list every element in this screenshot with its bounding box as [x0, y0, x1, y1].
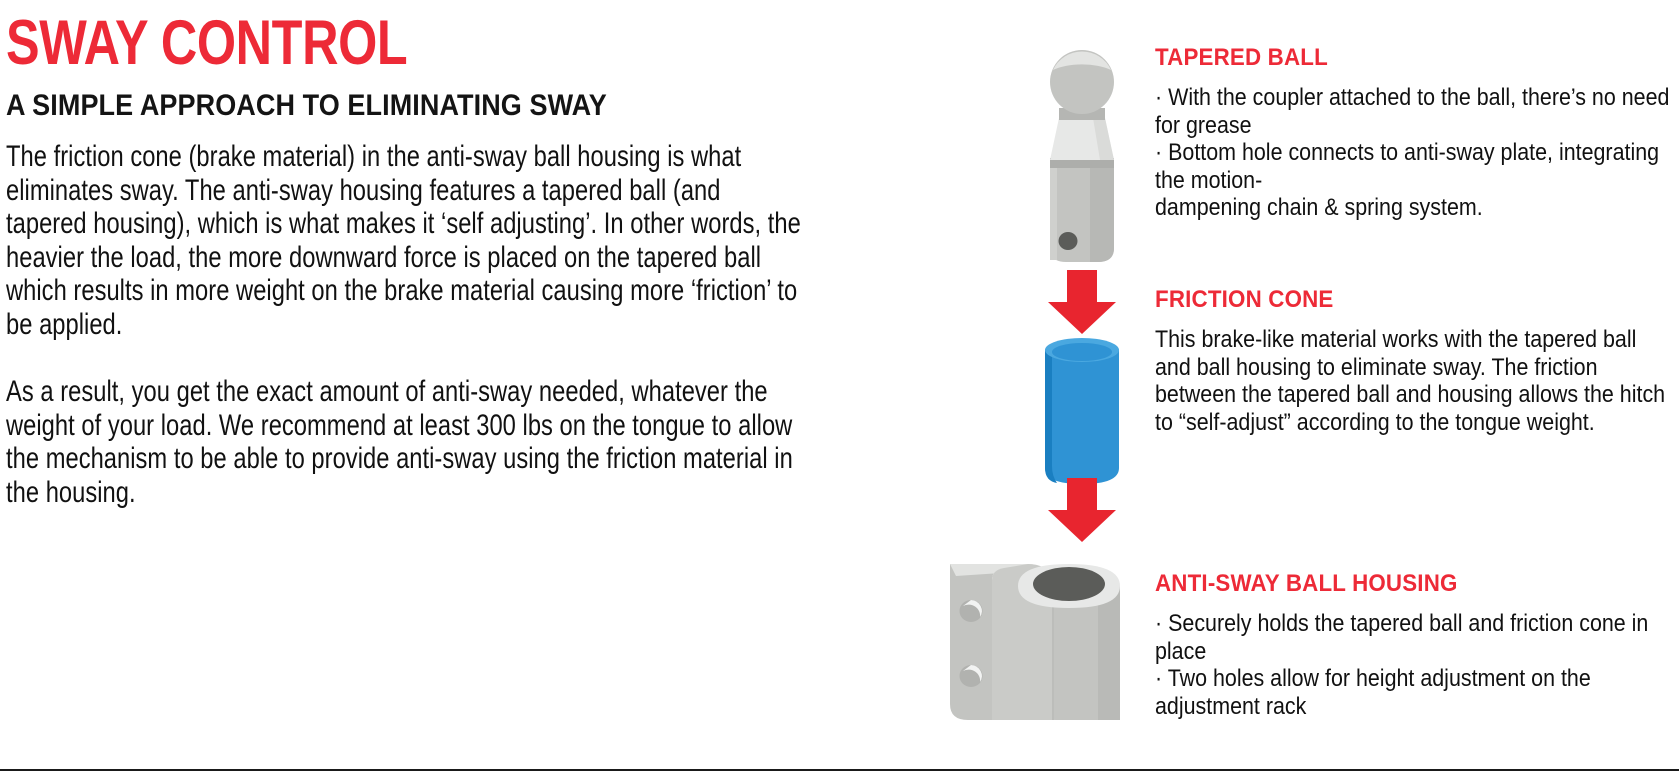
- callout-anti-sway-ball-housing: [1155, 572, 1679, 720]
- intro-paragraph-1: The friction cone (brake material) in the anti-sway ball housing is what eliminates sway. The anti-sway housing features a tapered ball (and tapered housing), which is what makes it ‘self adjusting’. In other words, the heavier the load, the more downward force is placed on the tapered ball which results in more weight on the brake material causing more ‘friction’ to be applied.: [6, 140, 801, 341]
- housing-barrel-shade: [1098, 586, 1120, 720]
- callout-body-ball-housing: · Securely holds the tapered ball and friction cone in place · Two holes allow for height adjustment on the adjustment rack: [1155, 610, 1649, 720]
- page-subtitle: A SIMPLE APPROACH TO ELIMINATING SWAY: [6, 89, 607, 122]
- intro-paragraph-2: As a result, you get the exact amount of anti-sway needed, whatever the weight of your load. We recommend at least 300 lbs on the tongue to allow the mechanism to be able to provide anti-sway using the friction material in the housing.: [6, 375, 793, 509]
- callout-friction-cone: [1155, 288, 1679, 436]
- callout-heading-tapered-ball: TAPERED BALL: [1155, 44, 1328, 71]
- callout-tapered-ball: [1155, 46, 1679, 222]
- down-arrow-shape: [1048, 270, 1116, 334]
- tapered-ball-illustration: [930, 40, 1160, 270]
- callout-body-friction-cone: This brake-like material works with the tapered ball and ball housing to eliminate sway. The friction between the tapered ball and housing allows the hitch to “self-adjust” according to the tongue weight.: [1155, 326, 1666, 436]
- ball-housing-illustration: [930, 528, 1160, 728]
- friction-cone-body: [1045, 350, 1119, 484]
- callout-text-column: [1155, 0, 1679, 720]
- friction-cone-bore: [1052, 343, 1112, 361]
- tapered-ball-bottom-hole: [1059, 232, 1078, 250]
- exploded-assembly-illustration: [930, 0, 1160, 720]
- friction-cone-illustration: [930, 336, 1160, 496]
- callout-heading-friction-cone: FRICTION CONE: [1155, 286, 1334, 313]
- callout-heading-ball-housing: ANTI-SWAY BALL HOUSING: [1155, 570, 1458, 597]
- tapered-ball-shank-highlight: [1050, 160, 1057, 260]
- down-arrow-icon-1: [930, 268, 1160, 338]
- page-title: SWAY CONTROL: [6, 8, 408, 78]
- callout-body-tapered-ball: · With the coupler attached to the ball, there’s no need for grease · Bottom hole connects to anti-sway plate, integrating the motion- dampening chain & spring system.: [1155, 84, 1670, 221]
- housing-bore-hole: [1033, 567, 1105, 601]
- bottom-divider: [0, 769, 1679, 771]
- tapered-ball-shank-shade: [1090, 160, 1114, 262]
- left-text-column: [6, 0, 846, 700]
